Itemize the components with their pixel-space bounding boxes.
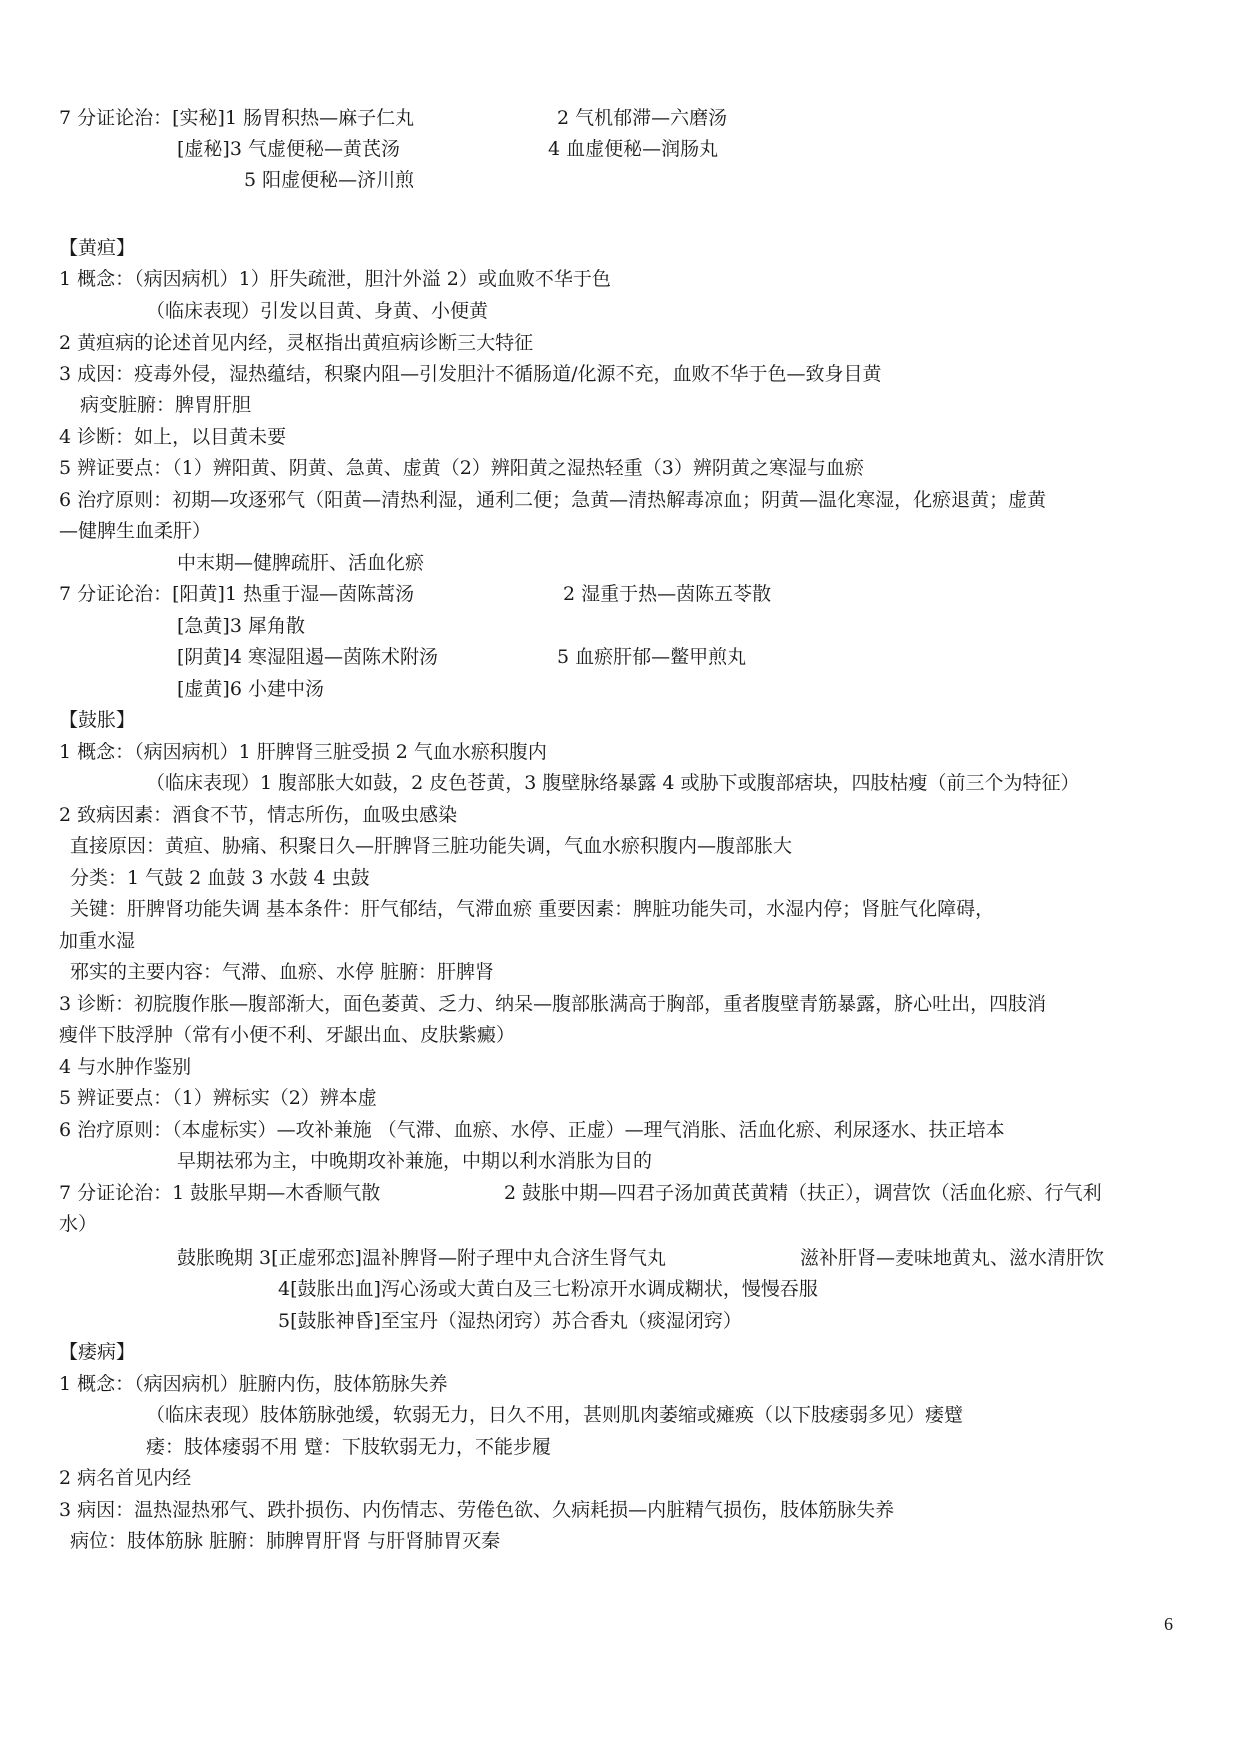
jaundice-line: 2 黄疸病的论述首见内经，灵枢指出黄疸病诊断三大特征 xyxy=(59,332,534,354)
tympanites-treatment-line-3: 4[鼓胀出血]泻心汤或大黄白及三七粉凉开水调成糊状，慢慢吞服 xyxy=(278,1278,818,1300)
tympanites-line: 早期祛邪为主，中晚期攻补兼施，中期以利水消胀为目的 xyxy=(177,1150,653,1172)
tympanites-treatment-line-1a: 7 分证论治：1 鼓胀早期—木香顺气散 xyxy=(59,1182,381,1204)
tympanites-line: 4 与水肿作鉴别 xyxy=(59,1056,192,1078)
flaccidity-line: 2 病名首见内经 xyxy=(59,1467,192,1489)
tympanites-treatment-line-1c: 水） xyxy=(59,1213,98,1235)
constipation-treatment-line-1b: 2 气机郁滞—六磨汤 xyxy=(557,107,728,129)
jaundice-treatment-line-3b: 5 血瘀肝郁—鳖甲煎丸 xyxy=(557,646,747,668)
jaundice-treatment-line-1b: 2 湿重于热—茵陈五苓散 xyxy=(563,583,772,605)
tympanites-line: 邪实的主要内容：气滞、血瘀、水停 脏腑：肝脾肾 xyxy=(70,961,495,983)
jaundice-section-title: 【黄疸】 xyxy=(59,237,136,259)
jaundice-line: （临床表现）引发以目黄、身黄、小便黄 xyxy=(146,300,489,322)
flaccidity-line: 痿：肢体痿弱不用 躄：下肢软弱无力，不能步履 xyxy=(146,1436,552,1458)
jaundice-line: 1 概念：（病因病机）1）肝失疏泄，胆汁外溢 2）或血败不华于色 xyxy=(59,268,611,290)
jaundice-treatment-line-1a: 7 分证论治：[阳黄]1 热重于湿—茵陈蒿汤 xyxy=(59,583,415,605)
flaccidity-line: 3 病因：温热湿热邪气、跌扑损伤、内伤情志、劳倦色欲、久病耗损—内脏精气损伤，肢体筋脉失养 xyxy=(59,1499,895,1521)
tympanites-line: 3 诊断：初脘腹作胀—腹部渐大，面色萎黄、乏力、纳呆—腹部胀满高于胸部，重者腹壁青筋暴露，脐心吐出，四肢消 xyxy=(59,993,1047,1015)
tympanites-line: 瘦伴下肢浮肿（常有小便不利、牙龈出血、皮肤紫癜） xyxy=(59,1024,516,1046)
jaundice-treatment-line-2: [急黄]3 犀角散 xyxy=(177,615,305,637)
jaundice-line: 病变脏腑：脾胃肝胆 xyxy=(80,394,252,416)
jaundice-line: 5 辨证要点：（1）辨阳黄、阴黄、急黄、虚黄（2）辨阳黄之湿热轻重（3）辨阴黄之寒湿与血瘀 xyxy=(59,457,864,479)
constipation-treatment-line-2b: 4 血虚便秘—润肠丸 xyxy=(548,138,719,160)
jaundice-line: 3 成因：疫毒外侵，湿热蕴结，积聚内阻—引发胆汁不循肠道/化源不充，血败不华于色—致身目黄 xyxy=(59,363,882,385)
flaccidity-line: 病位：肢体筋脉 脏腑：肺脾胃肝肾 与肝肾肺胃灭秦 xyxy=(70,1530,501,1552)
tympanites-line: 关键：肝脾肾功能失调 基本条件：肝气郁结，气滞血瘀 重要因素：脾脏功能失司，水湿内停；肾脏气化障碍， xyxy=(70,898,995,920)
tympanites-section-title: 【鼓胀】 xyxy=(59,709,136,731)
tympanites-treatment-line-2b: 滋补肝肾—麦味地黄丸、滋水清肝饮 xyxy=(800,1247,1105,1269)
tympanites-line: 5 辨证要点：（1）辨标实（2）辨本虚 xyxy=(59,1087,377,1109)
tympanites-treatment-line-4: 5[鼓胀神昏]至宝丹（湿热闭窍）苏合香丸（痰湿闭窍） xyxy=(278,1310,742,1332)
tympanites-line: 1 概念：（病因病机）1 肝脾肾三脏受损 2 气血水瘀积腹内 xyxy=(59,741,547,763)
jaundice-treatment-line-3a: [阴黄]4 寒湿阻遏—茵陈术附汤 xyxy=(177,646,438,668)
tympanites-line: 加重水湿 xyxy=(59,930,136,952)
jaundice-line: 中末期—健脾疏肝、活血化瘀 xyxy=(177,552,425,574)
jaundice-line: 6 治疗原则：初期—攻逐邪气（阳黄—清热利湿，通利二便；急黄—清热解毒凉血；阴黄—温化寒湿，化瘀退黄；虚黄 xyxy=(59,489,1047,511)
tympanites-line: 分类：1 气鼓 2 血鼓 3 水鼓 4 虫鼓 xyxy=(70,867,370,889)
constipation-treatment-line-2a: [虚秘]3 气虚便秘—黄芪汤 xyxy=(177,138,400,160)
jaundice-treatment-line-4: [虚黄]6 小建中汤 xyxy=(177,678,324,700)
flaccidity-line: （临床表现）肢体筋脉弛缓，软弱无力，日久不用，甚则肌肉萎缩或瘫痪（以下肢痿弱多见）痿躄 xyxy=(146,1404,964,1426)
tympanites-treatment-line-2a: 鼓胀晚期 3[正虚邪恋]温补脾肾—附子理中丸合济生肾气丸 xyxy=(177,1247,666,1269)
tympanites-line: 2 致病因素：酒食不节，情志所伤，血吸虫感染 xyxy=(59,804,458,826)
flaccidity-section-title: 【痿病】 xyxy=(59,1341,136,1363)
page-number: 6 xyxy=(1164,1614,1173,1634)
tympanites-line: （临床表现）1 腹部胀大如鼓，2 皮色苍黄，3 腹壁脉络暴露 4 或胁下或腹部痞块，四肢枯瘦（前三个为特征） xyxy=(146,772,1080,794)
flaccidity-line: 1 概念：（病因病机）脏腑内伤，肢体筋脉失养 xyxy=(59,1373,448,1395)
tympanites-treatment-line-1b: 2 鼓胀中期—四君子汤加黄芪黄精（扶正），调营饮（活血化瘀、行气利 xyxy=(504,1182,1102,1204)
tympanites-line: 直接原因：黄疸、胁痛、积聚日久—肝脾肾三脏功能失调，气血水瘀积腹内—腹部胀大 xyxy=(70,835,793,857)
constipation-treatment-line-1a: 7 分证论治：[实秘]1 肠胃积热—麻子仁丸 xyxy=(59,107,415,129)
jaundice-line: —健脾生血柔肝） xyxy=(59,520,212,542)
constipation-treatment-line-3: 5 阳虚便秘—济川煎 xyxy=(244,169,415,191)
jaundice-line: 4 诊断：如上，以目黄未要 xyxy=(59,426,287,448)
tympanites-line: 6 治疗原则：（本虚标实）—攻补兼施 （气滞、血瘀、水停、正虚）—理气消胀、活血化瘀、利尿逐水、扶正培本 xyxy=(59,1119,1005,1141)
